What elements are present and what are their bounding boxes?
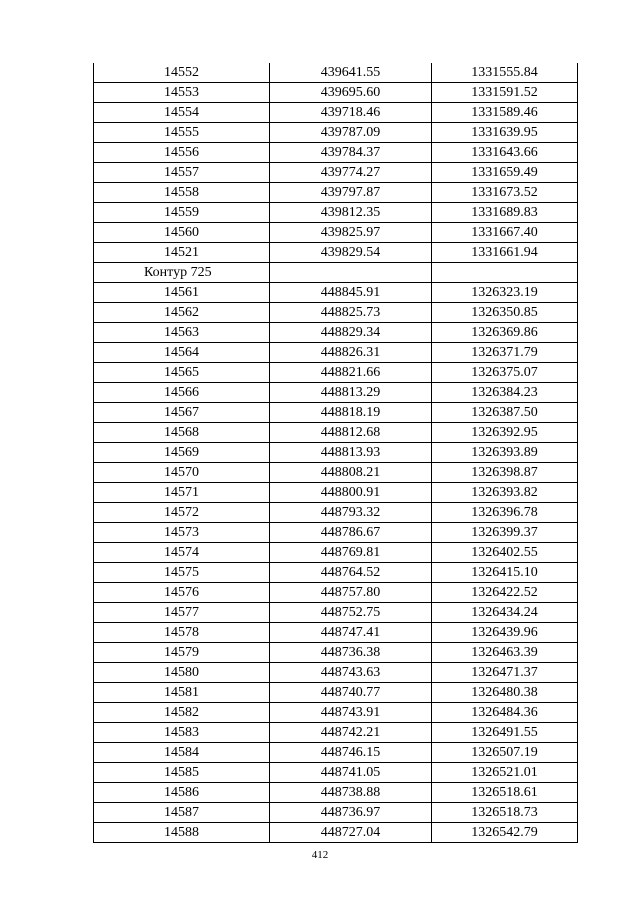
table-row	[94, 783, 578, 803]
x-coordinate-cell: 448800.91	[270, 483, 432, 503]
x-coordinate-cell: 448727.04	[270, 823, 432, 843]
x-coordinate-cell: 439797.87	[270, 183, 432, 203]
table-row	[94, 123, 578, 143]
table-row	[94, 383, 578, 403]
table-row	[94, 323, 578, 343]
table-row	[94, 423, 578, 443]
point-id-cell: 14581	[94, 683, 270, 703]
point-id-cell: 14560	[94, 223, 270, 243]
y-coordinate-cell: 1326521.01	[432, 763, 578, 783]
x-coordinate-cell: 448813.93	[270, 443, 432, 463]
table-row	[94, 143, 578, 163]
point-id-cell: 14572	[94, 503, 270, 523]
x-coordinate-cell: 439812.35	[270, 203, 432, 223]
point-id-cell: 14556	[94, 143, 270, 163]
point-id-cell: 14587	[94, 803, 270, 823]
point-id-cell: 14554	[94, 103, 270, 123]
y-coordinate-cell: 1326507.19	[432, 743, 578, 763]
point-id-cell: 14578	[94, 623, 270, 643]
y-coordinate-cell: 1326392.95	[432, 423, 578, 443]
table-row	[94, 763, 578, 783]
x-coordinate-cell: 448813.29	[270, 383, 432, 403]
x-coordinate-cell: 439718.46	[270, 103, 432, 123]
table-row	[94, 83, 578, 103]
coordinates-table	[93, 63, 578, 843]
table-row	[94, 643, 578, 663]
x-coordinate-cell: 439641.55	[270, 63, 432, 83]
point-id-cell: 14576	[94, 583, 270, 603]
x-coordinate-cell: 448826.31	[270, 343, 432, 363]
y-coordinate-cell: 1326480.38	[432, 683, 578, 703]
table-row	[94, 723, 578, 743]
x-coordinate-cell: 448764.52	[270, 563, 432, 583]
point-id-cell: 14582	[94, 703, 270, 723]
table-row	[94, 823, 578, 843]
y-coordinate-cell: 1331667.40	[432, 223, 578, 243]
x-coordinate-cell: 448757.80	[270, 583, 432, 603]
y-coordinate-cell: 1326463.39	[432, 643, 578, 663]
point-id-cell: 14585	[94, 763, 270, 783]
point-id-cell: 14588	[94, 823, 270, 843]
y-coordinate-cell: 1326422.52	[432, 583, 578, 603]
x-coordinate-cell: 448746.15	[270, 743, 432, 763]
point-id-cell: 14564	[94, 343, 270, 363]
x-coordinate-cell: 448736.97	[270, 803, 432, 823]
y-coordinate-cell: 1331591.52	[432, 83, 578, 103]
table-row	[94, 683, 578, 703]
table-row	[94, 443, 578, 463]
x-coordinate-cell: 448741.05	[270, 763, 432, 783]
page-number: 412	[311, 849, 329, 861]
y-coordinate-cell: 1326384.23	[432, 383, 578, 403]
point-id-cell: 14553	[94, 83, 270, 103]
point-id-cell: 14570	[94, 463, 270, 483]
y-coordinate-cell: 1326398.87	[432, 463, 578, 483]
x-coordinate-cell: 439774.27	[270, 163, 432, 183]
x-coordinate-cell: 448769.81	[270, 543, 432, 563]
y-coordinate-cell: 1326393.89	[432, 443, 578, 463]
contour-header-row	[94, 263, 578, 283]
point-id-cell: 14586	[94, 783, 270, 803]
x-coordinate-cell: 448812.68	[270, 423, 432, 443]
table-row	[94, 403, 578, 423]
y-coordinate-cell: 1326518.73	[432, 803, 578, 823]
point-id-cell: 14558	[94, 183, 270, 203]
point-id-cell: 14567	[94, 403, 270, 423]
point-id-cell: 14521	[94, 243, 270, 263]
coordinates-table-body	[94, 63, 578, 843]
point-id-cell: 14552	[94, 63, 270, 83]
table-row	[94, 303, 578, 323]
y-coordinate-cell: 1331661.94	[432, 243, 578, 263]
y-coordinate-cell: 1331689.83	[432, 203, 578, 223]
y-coordinate-cell: 1331589.46	[432, 103, 578, 123]
x-coordinate-cell: 448821.66	[270, 363, 432, 383]
table-row	[94, 623, 578, 643]
y-coordinate-cell: 1326369.86	[432, 323, 578, 343]
point-id-cell: 14565	[94, 363, 270, 383]
point-id-cell: 14574	[94, 543, 270, 563]
point-id-cell: 14555	[94, 123, 270, 143]
x-coordinate-cell: 448845.91	[270, 283, 432, 303]
y-coordinate-cell: 1326484.36	[432, 703, 578, 723]
table-row	[94, 463, 578, 483]
x-coordinate-cell: 448743.91	[270, 703, 432, 723]
point-id-cell: 14557	[94, 163, 270, 183]
y-coordinate-cell: 1331659.49	[432, 163, 578, 183]
table-row	[94, 743, 578, 763]
point-id-cell: 14571	[94, 483, 270, 503]
table-row	[94, 663, 578, 683]
point-id-cell: 14579	[94, 643, 270, 663]
y-coordinate-cell: 1326439.96	[432, 623, 578, 643]
y-coordinate-cell: 1326415.10	[432, 563, 578, 583]
point-id-cell: 14569	[94, 443, 270, 463]
x-coordinate-cell: 439825.97	[270, 223, 432, 243]
table-row	[94, 243, 578, 263]
x-coordinate-cell: 448747.41	[270, 623, 432, 643]
y-coordinate-cell: 1326434.24	[432, 603, 578, 623]
table-row	[94, 363, 578, 383]
x-coordinate-cell: 448743.63	[270, 663, 432, 683]
x-coordinate-cell: 439829.54	[270, 243, 432, 263]
point-id-cell: 14580	[94, 663, 270, 683]
empty-cell	[432, 263, 578, 283]
y-coordinate-cell: 1326542.79	[432, 823, 578, 843]
x-coordinate-cell: 448742.21	[270, 723, 432, 743]
y-coordinate-cell: 1326375.07	[432, 363, 578, 383]
point-id-cell: 14575	[94, 563, 270, 583]
table-row	[94, 703, 578, 723]
table-row	[94, 343, 578, 363]
y-coordinate-cell: 1326399.37	[432, 523, 578, 543]
table-row	[94, 223, 578, 243]
y-coordinate-cell: 1326491.55	[432, 723, 578, 743]
point-id-cell: 14568	[94, 423, 270, 443]
point-id-cell: 14561	[94, 283, 270, 303]
table-row	[94, 563, 578, 583]
table-row	[94, 523, 578, 543]
point-id-cell: 14559	[94, 203, 270, 223]
table-row	[94, 583, 578, 603]
x-coordinate-cell: 439695.60	[270, 83, 432, 103]
point-id-cell: 14583	[94, 723, 270, 743]
table-row	[94, 63, 578, 83]
y-coordinate-cell: 1326371.79	[432, 343, 578, 363]
table-row	[94, 503, 578, 523]
x-coordinate-cell: 448786.67	[270, 523, 432, 543]
y-coordinate-cell: 1326387.50	[432, 403, 578, 423]
x-coordinate-cell: 448829.34	[270, 323, 432, 343]
x-coordinate-cell: 448738.88	[270, 783, 432, 803]
y-coordinate-cell: 1326402.55	[432, 543, 578, 563]
point-id-cell: 14563	[94, 323, 270, 343]
x-coordinate-cell: 448808.21	[270, 463, 432, 483]
y-coordinate-cell: 1331643.66	[432, 143, 578, 163]
table-row	[94, 483, 578, 503]
table-row	[94, 163, 578, 183]
table-row	[94, 283, 578, 303]
y-coordinate-cell: 1326518.61	[432, 783, 578, 803]
empty-cell	[270, 263, 432, 283]
table-row	[94, 803, 578, 823]
y-coordinate-cell: 1331673.52	[432, 183, 578, 203]
table-row	[94, 543, 578, 563]
table-row	[94, 603, 578, 623]
table-row	[94, 103, 578, 123]
x-coordinate-cell: 439784.37	[270, 143, 432, 163]
contour-label: Контур 725	[94, 263, 270, 283]
y-coordinate-cell: 1326350.85	[432, 303, 578, 323]
point-id-cell: 14584	[94, 743, 270, 763]
y-coordinate-cell: 1331639.95	[432, 123, 578, 143]
x-coordinate-cell: 448793.32	[270, 503, 432, 523]
point-id-cell: 14562	[94, 303, 270, 323]
table-row	[94, 203, 578, 223]
x-coordinate-cell: 439787.09	[270, 123, 432, 143]
y-coordinate-cell: 1326393.82	[432, 483, 578, 503]
point-id-cell: 14566	[94, 383, 270, 403]
x-coordinate-cell: 448818.19	[270, 403, 432, 423]
y-coordinate-cell: 1326471.37	[432, 663, 578, 683]
table-row	[94, 183, 578, 203]
x-coordinate-cell: 448825.73	[270, 303, 432, 323]
point-id-cell: 14577	[94, 603, 270, 623]
y-coordinate-cell: 1326323.19	[432, 283, 578, 303]
y-coordinate-cell: 1326396.78	[432, 503, 578, 523]
y-coordinate-cell: 1331555.84	[432, 63, 578, 83]
x-coordinate-cell: 448752.75	[270, 603, 432, 623]
x-coordinate-cell: 448740.77	[270, 683, 432, 703]
point-id-cell: 14573	[94, 523, 270, 543]
x-coordinate-cell: 448736.38	[270, 643, 432, 663]
